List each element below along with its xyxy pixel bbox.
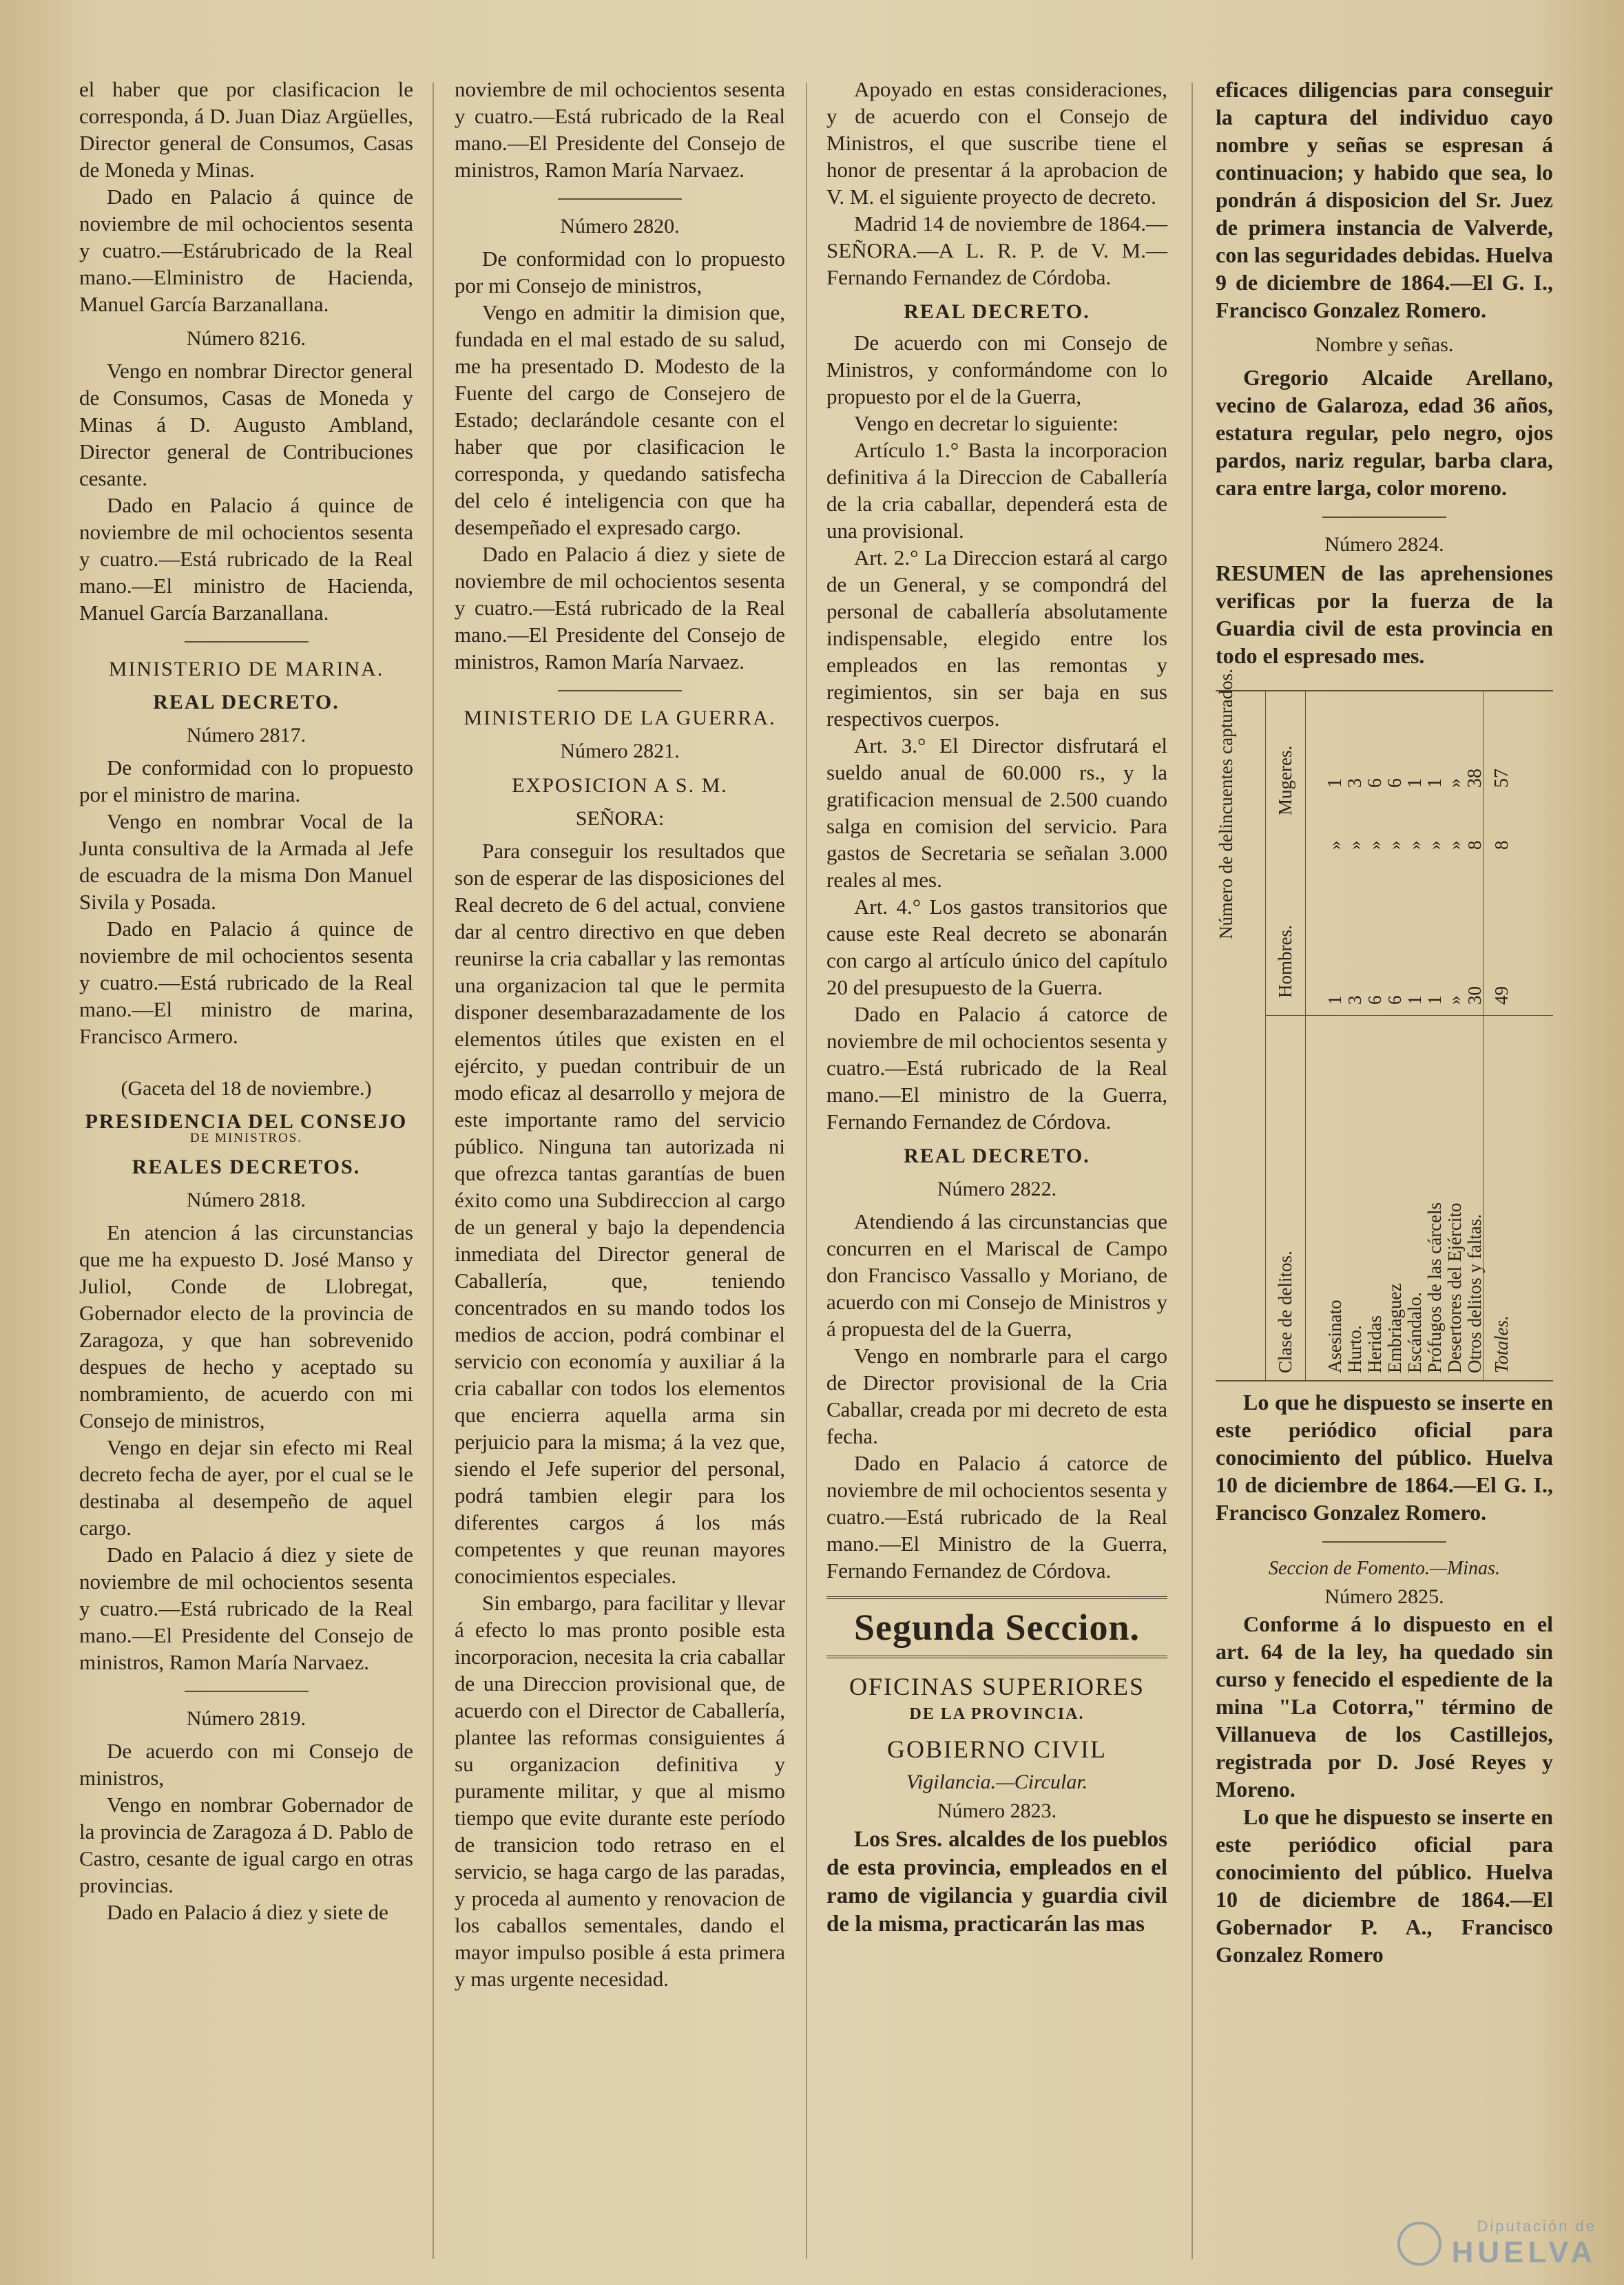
table-column-rule [1305, 691, 1306, 1380]
col1-paragraph: Dado en Palacio á diez y siete de noviembre de mil ochocientos sesenta y cuatro.—Está rubricado de la Real mano.—El Presidente del Consejo de ministros, Ramon María Narvaez. [79, 1543, 413, 1674]
decree-number: Número 2822. [937, 1178, 1057, 1200]
table-row-mugeres: » [1424, 840, 1445, 850]
presidencia-heading: PRESIDENCIA DEL CONSEJO [85, 1110, 408, 1133]
offices-heading: OFICINAS SUPERIORES [849, 1673, 1145, 1700]
clase-header: Clase de delitos. [1275, 1251, 1295, 1373]
table-row-hombres: 1 [1324, 995, 1345, 1005]
col1-paragraph: el haber que por clasificacion le corresponda, á D. Juan Diaz Argüelles, Director general de Consumos, Casas de Moneda y Minas. [79, 77, 413, 182]
table-row-delito: Asesinato [1324, 1300, 1345, 1373]
table-row-delito: Embriaguez [1384, 1283, 1405, 1373]
divider [185, 641, 309, 643]
gaceta-note: (Gaceta del 18 de noviembre.) [121, 1077, 372, 1100]
decree-number: Número 2825. [1324, 1585, 1444, 1608]
table-row-mugeres: » [1444, 840, 1465, 850]
column-2 [455, 76, 785, 1992]
decree-number: Número 2818. [186, 1189, 306, 1211]
totales-hombres: 49 [1491, 986, 1512, 1005]
table-row-total: 1 [1424, 778, 1446, 788]
col1-paragraph: Vengo en dejar sin efecto mi Real decreto fecha de ayer, por el cual se le destinaba al desempeño de aquel cargo. [79, 1435, 413, 1540]
col4-paragraph: Gregorio Alcaide Arellano, vecino de Galaroza, edad 36 años, estatura regular, pelo negro, ojos pardos, nariz regular, barba clara, cara entre larga, color moreno. [1216, 365, 1553, 500]
table-row-mugeres: » [1404, 840, 1425, 850]
table-row-hombres: 1 [1424, 995, 1445, 1005]
table-row-mugeres: » [1384, 840, 1405, 850]
col2-paragraph: De conformidad con lo propuesto por mi Consejo de ministros, [455, 247, 785, 298]
table-row-delito: Escándalo. [1404, 1292, 1425, 1373]
col1-paragraph: Vengo en nombrar Gobernador de la provincia de Zaragoza á D. Pablo de Castro, cesante de igual cargo en otras provincias. [79, 1793, 413, 1897]
table-row-total: 3 [1344, 778, 1366, 788]
archive-watermark [1397, 2218, 1596, 2270]
col3-paragraph: Los Sres. alcaldes de los pueblos de esta provincia, empleados en el ramo de vigilancia y guardia civil de la misma, practicarán las mas [826, 1827, 1167, 1937]
ministry-heading: MINISTERIO DE MARINA. [108, 658, 384, 680]
table-row-hombres: 1 [1404, 995, 1425, 1005]
table-row-total: 6 [1384, 778, 1406, 788]
decree-number: Número 2820. [560, 215, 680, 238]
col1-paragraph: Vengo en nombrar Vocal de la Junta consultiva de la Armada al Jefe de escuadra de la misma Don Manuel Sivila y Posada. [79, 809, 413, 914]
col1-paragraph: Dado en Palacio á quince de noviembre de mil ochocientos sesenta y cuatro.—Está rubricado de la Real mano.—El ministro de marina, Francisco Armero. [79, 917, 413, 1048]
table-row-hombres: » [1444, 995, 1465, 1005]
col3-paragraph: Art. 3.° El Director disfrutará el sueldo anual de 60.000 rs., y la gratificacion mensual de 2.500 cuando salga en comision del servicio. Para gastos de Secretaria se señalan 3.000 reales al mes. [826, 733, 1167, 892]
numero-header: Número de delincuentes capturados. [1216, 669, 1236, 939]
table-row-delito: Prófugos de las cárcels [1424, 1202, 1445, 1373]
fomento-heading: Seccion de Fomento.—Minas. [1269, 1558, 1500, 1579]
col4-paragraph: Conforme á lo dispuesto en el art. 64 de la ley, ha quedado sin curso y fenecido el espediente de la mina "La Cotorra," término de Villanueva de los Castillejos, registrada por D. José Reyes y Moreno. [1216, 1611, 1553, 1802]
col2-paragraph: noviembre de mil ochocientos sesenta y cuatro.—Está rubricado de la Real mano.—El Presidente del Consejo de ministros, Ramon María Narvaez. [455, 77, 785, 182]
table-row-total: 6 [1364, 778, 1386, 788]
salutation: SEÑORA: [575, 807, 665, 830]
col1-paragraph: Vengo en nombrar Director general de Consumos, Casas de Moneda y Minas á D. Augusto Ambland, Director general de Contribuciones cesante. [79, 359, 413, 490]
divider [1322, 1541, 1446, 1543]
col3-paragraph: Artículo 1.° Basta la incorporacion definitiva á la Direccion de Caballería de la cria caballar, dependerá esta de una provisional. [826, 438, 1167, 543]
section-title: Segunda Seccion. [853, 1607, 1141, 1648]
totales-label: Totales. [1491, 1315, 1512, 1373]
table-row-delito: Desertores del Ejército [1444, 1202, 1465, 1373]
arrests-table [1216, 669, 1553, 1381]
totales-mugeres: 8 [1491, 840, 1512, 850]
government-heading: GOBIERNO CIVIL [887, 1735, 1107, 1763]
table-row-total: » [1444, 778, 1466, 788]
decree-heading: REAL DECRETO. [904, 1145, 1090, 1167]
ministry-heading: MINISTERIO DE LA GUERRA. [464, 707, 776, 729]
column-4 [1216, 76, 1553, 1968]
table-row-delito: Hurto. [1344, 1325, 1365, 1373]
decree-number: Número 2821. [560, 740, 680, 762]
column-1 [79, 76, 413, 1926]
table-row-mugeres: » [1344, 840, 1365, 850]
table-row-total: 38 [1464, 769, 1486, 788]
col3-paragraph: Dado en Palacio á catorce de noviembre de mil ochocientos sesenta y cuatro.—Está rubricado de la Real mano.—El Ministro de la Guerra, Fernando Fernandez de Córdova. [826, 1451, 1168, 1583]
col4-paragraph: Lo que he dispuesto se inserte en este periódico oficial para conocimiento del público. Huelva 10 de diciembre de 1864.—El G. I., Francisco Gonzalez Romero. [1216, 1390, 1553, 1525]
table-row-mugeres: » [1364, 840, 1385, 850]
decree-number: Número 2823. [937, 1799, 1057, 1822]
section-rule [826, 1596, 1167, 1599]
col2-paragraph: Vengo en admitir la dimision que, fundada en el mal estado de su salud, me ha presentado D. Modesto de la Fuente del cargo de Consejero de Estado; declarándole cesante con el haber que por clasificacion le corresponda, y quedando satisfecha del celo é inteligencia con que ha desempeñado el expresado cargo. [455, 300, 785, 539]
divider [1322, 517, 1446, 518]
divider [185, 1691, 309, 1692]
col1-paragraph: De conformidad con lo propuesto por el ministro de marina. [79, 755, 413, 806]
section-rule [826, 1656, 1167, 1658]
col3-paragraph: Atendiendo á las circunstancias que concurren en el Mariscal de Campo don Francisco Vassallo y Moriano, de acuerdo con mi Consejo de Ministros y á propuesta del de la Guerra, [826, 1209, 1167, 1341]
col3-paragraph: De acuerdo con mi Consejo de Ministros, y conformándome con lo propuesto por el de la Guerra, [826, 331, 1167, 408]
decree-number: Número 2817. [186, 724, 306, 747]
watermark-line2: HUELVA [1451, 2235, 1596, 2269]
hombres-header: Hombres. [1275, 925, 1295, 998]
circular-heading: Vigilancia.—Circular. [906, 1771, 1088, 1793]
decree-heading: REAL DECRETO. [904, 300, 1090, 323]
col4-paragraph: Lo que he dispuesto se inserte en este periódico oficial para conocimiento del público. Huelva 10 de diciembre de 1864.—El Gobernador P. A., Francisco Gonzalez Romero [1216, 1804, 1553, 1967]
column-rule-1 [433, 83, 434, 2259]
seal-icon [1397, 2222, 1441, 2266]
col1-paragraph: Dado en Palacio á quince de noviembre de mil ochocientos sesenta y cuatro.—Estárubricado de la Real mano.—Elministro de Hacienda, Manuel García Barzanallana. [79, 185, 413, 316]
col3-paragraph: Vengo en decretar lo siguiente: [854, 411, 1118, 435]
decree-number: Número 2819. [186, 1707, 306, 1730]
totales-total: 57 [1491, 769, 1512, 788]
decree-heading: REAL DECRETO. [153, 691, 340, 713]
table-row-mugeres: » [1324, 840, 1345, 850]
col4-paragraph: eficaces diligencias para conseguir la captura del individuo cayo nombre y señas se espresan á continuacion; y habido que sea, lo pondrán á disposicion del Sr. Juez de primera instancia de Valverde, con las seguridades debidas. Huelva 9 de diciembre de 1864.—El G. I., Francisco Gonzalez Romero. [1216, 77, 1553, 322]
table-row-mugeres: 8 [1464, 840, 1485, 850]
table-row-rule [1265, 1015, 1553, 1016]
column-rule-3 [1191, 83, 1193, 2259]
table-row-total: 1 [1324, 778, 1346, 788]
col1-paragraph: Dado en Palacio á diez y siete de [107, 1900, 388, 1924]
col3-paragraph: Vengo en nombrarle para el cargo de Director provisional de la Cria Caballar, creada por mi decreto de esta fecha. [826, 1344, 1167, 1448]
divider [558, 198, 682, 200]
table-row-hombres: 6 [1364, 995, 1385, 1005]
exposition-heading: EXPOSICION A S. M. [512, 774, 728, 797]
col1-paragraph: Dado en Palacio á quince de noviembre de mil ochocientos sesenta y cuatro.—Está rubricado de la Real mano.—El ministro de Hacienda, Manuel García Barzanallana. [79, 493, 413, 625]
decrees-heading: REALES DECRETOS. [132, 1156, 361, 1178]
table-row-hombres: 6 [1384, 995, 1405, 1005]
col2-paragraph: Para conseguir los resultados que son de esperar de las disposiciones del Real decreto de 6 del actual, conviene dar al centro directivo en que deben reunirse la cria caballar y las remontas una organizacion tal que le permita disponer desembarazadamente de los elementos útiles que existen en el ejército, y puedan contribuir de un modo eficaz al desarrollo y mejora de este importante ramo del servicio público. Ninguna tan autorizada ni que ofrezca tantas garantías de buen éxito como una Subdireccion al cargo de un general y bajo la dependencia inmediata del Director general de Caballería, que, teniendo concentrados en su mando todos los medios de accion, podrá combinar el servicio con economía y auxiliar á la cria caballar con todos los elementos que encierra aquella arma sin perjuicio para la misma; á la vez que, siendo el Jefe superior del personal, podrá tambien elegir para los diferentes cargos á los más competentes y que reunan mayores conocimientos especiales. [455, 839, 785, 1588]
column-3 [826, 76, 1167, 1939]
table-row-hombres: 30 [1464, 986, 1485, 1005]
col3-paragraph: Art. 4.° Los gastos transitorios que cause este Real decreto se abonarán con cargo al artículo único del capítulo 20 del presupuesto de la Guerra. [826, 895, 1167, 999]
col4-paragraph: RESUMEN de las aprehensiones verificas por la fuerza de la Guardia civil de esta provincia en todo el espresado mes. [1216, 561, 1553, 668]
presidencia-subheading: DE MINISTROS. [189, 1131, 303, 1145]
offices-subheading: DE LA PROVINCIA. [909, 1705, 1085, 1723]
decree-number: Número 2824. [1324, 533, 1444, 556]
mugeres-header: Mugeres. [1275, 745, 1295, 815]
table-row-delito: Heridas [1364, 1315, 1385, 1373]
col1-paragraph: En atencion á las circunstancias que me ha expuesto D. José Manso y Juliol, Conde de Llobregat, Gobernador electo de la provincia de Zaragoza, y que han sobrevenido despues de hecho y aceptado su nombramiento, de acuerdo con mi Consejo de ministros, [79, 1220, 413, 1432]
col2-paragraph: Sin embargo, para facilitar y llevar á efecto lo mas pronto posible esta incorporacion, necesita la cria caballar de una Direccion provisional que, de acuerdo con el Director de Caballería, plantee las reformas consiguientes á su organizacion definitiva y puramente militar, y que al mismo tiempo que evite durante este período de transicion todo retraso en el servicio, se haga cargo de las paradas, y proceda al aumento y renovacion de los caballos sementales, dando el mayor impulso posible á esta primera y mas urgente necesidad. [455, 1591, 785, 1991]
table-column-rule [1265, 691, 1266, 1380]
col2-paragraph: Dado en Palacio á diez y siete de noviembre de mil ochocientos sesenta y cuatro.—Está rubricado de la Real mano.—El Presidente del Consejo de ministros, Ramon María Narvaez. [455, 542, 785, 674]
table-row-hombres: 3 [1344, 995, 1365, 1005]
col3-paragraph: Art. 2.° La Direccion estará al cargo de un General, y se compondrá del personal de caballería absolutamente indispensable, elegido entre los empleados en las remontas y regimientos, sin ser baja en sus respectivos cuerpos. [826, 545, 1167, 731]
names-heading: Nombre y señas. [1315, 333, 1454, 356]
col3-paragraph: Apoyado en estas consideraciones, y de acuerdo con el Consejo de Ministros, el que suscribe tiene el honor de presentar á la aprobacion de V. M. el siguiente proyecto de decreto. [826, 77, 1167, 209]
watermark-line1: Diputación de [1477, 2218, 1596, 2235]
col1-paragraph: De acuerdo con mi Consejo de ministros, [79, 1739, 413, 1790]
col3-paragraph: Madrid 14 de noviembre de 1864.—SEÑORA.—A L. R. P. de V. M.—Fernando Fernandez de Córdoba. [826, 211, 1167, 289]
column-rule-2 [806, 83, 807, 2259]
table-row-delito: Otros delitos y faltas. [1464, 1214, 1485, 1373]
divider [558, 690, 682, 691]
table-row-total: 1 [1404, 778, 1426, 788]
col3-paragraph: Dado en Palacio á catorce de noviembre de mil ochocientos sesenta y cuatro.—Está rubricado de la Real mano.—El ministro de la Guerra, Fernando Fernandez de Córdova. [826, 1002, 1168, 1134]
decree-number: Número 8216. [186, 327, 306, 350]
